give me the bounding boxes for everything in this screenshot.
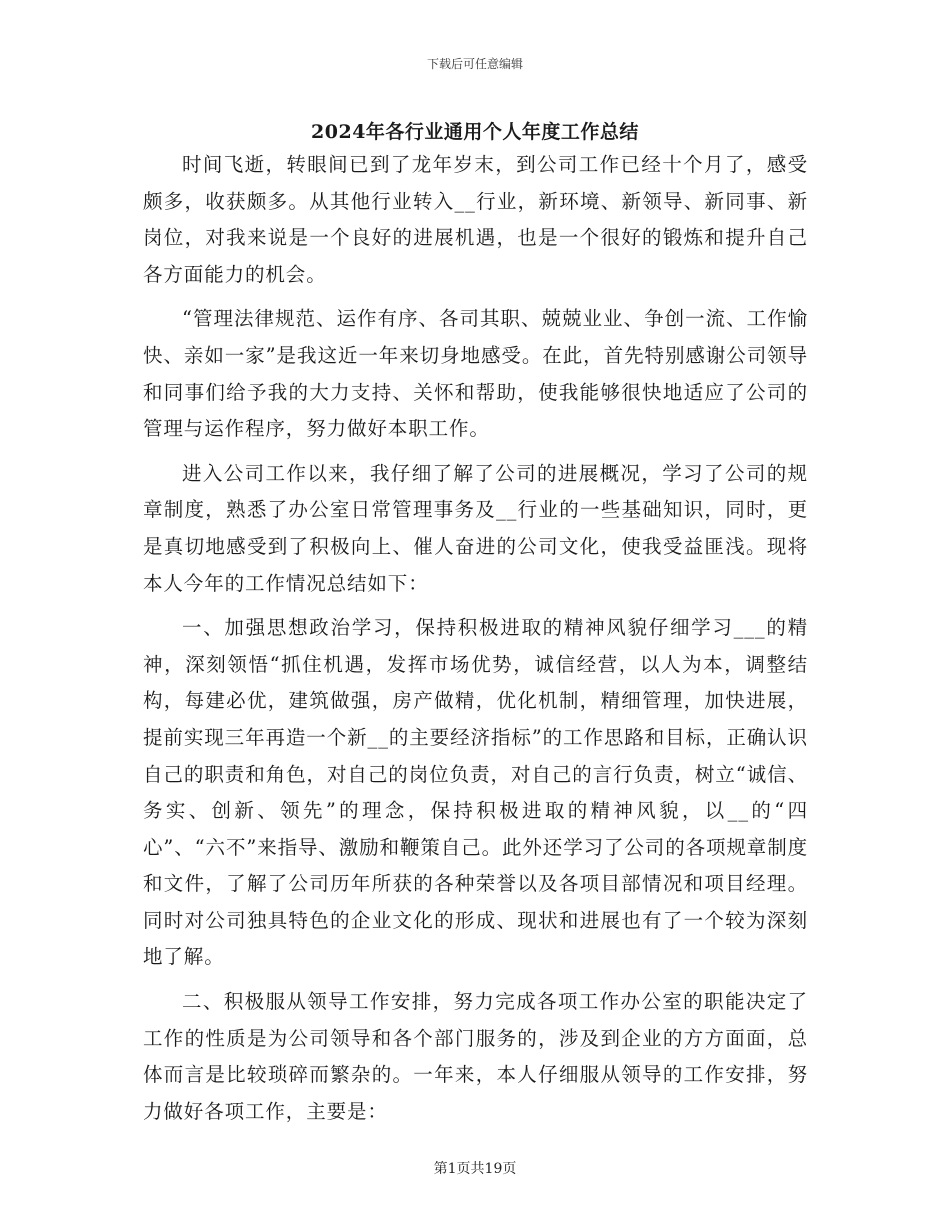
document-body — [143, 147, 808, 1130]
paragraph: 进入公司工作以来，我仔细了解了公司的进展概况，学习了公司的规章制度，熟悉了办公室日常管理事务及__行业的一些基础知识，同时，更是真切地感受到了积极向上、催人奋进的公司文化，使我受益匪浅。现将本人今年的工作情况总结如下： — [143, 461, 808, 595]
paragraph: “管理法律规范、运作有序、各司其职、兢兢业业、争创一流、工作愉快、亲如一家”是我这近一年来切身地感受。在此，首先特别感谢公司领导和同事们给予我的大力支持、关怀和帮助，使我能够很快地适应了公司的管理与运作程序，努力做好本职工作。 — [143, 307, 808, 441]
document-title: 2024年各行业通用个人年度工作总结 — [311, 121, 639, 143]
paragraph: 二、积极服从领导工作安排，努力完成各项工作办公室的职能决定了工作的性质是为公司领导和各个部门服务的，涉及到企业的方方面面，总体而言是比较琐碎而繁杂的。一年来，本人仔细服从领导的工作安排，努力做好各项工作，主要是： — [143, 990, 808, 1123]
header-note: 下载后可任意编辑 — [426, 57, 523, 71]
paragraph: 时间飞逝，转眼间已到了龙年岁末，到公司工作已经十个月了，感受颇多，收获颇多。从其他行业转入__行业，新环境、新领导、新同事、新岗位，对我来说是一个良好的进展机遇，也是一个很好的锻炼和提升自己各方面能力的机会。 — [143, 153, 808, 286]
page-number: 第1页共19页 — [433, 1161, 517, 1177]
paragraph: 一、加强思想政治学习，保持积极进取的精神风貌仔细学习___的精神，深刻领悟“抓住机遇，发挥市场优势，诚信经营，以人为本，调整结构，每建必优，建筑做强，房产做精，优化机制，精细管理，加快进展，提前实现三年再造一个新__的主要经济指标”的工作思路和目标，正确认识自己的职责和角色，对自己的岗位负责，对自己的言行负责，树立“诚信、务实、创新、领先”的理念，保持积极进取的精神风貌，以__的“四心”、“六不”来指导、激励和鞭策自己。此外还学习了公司的各项规章制度和文件，了解了公司历年所获的各种荣誉以及各项目部情况和项目经理。同时对公司独具特色的企业文化的形成、现状和进展也有了一个较为深刻地了解。 — [143, 616, 809, 969]
